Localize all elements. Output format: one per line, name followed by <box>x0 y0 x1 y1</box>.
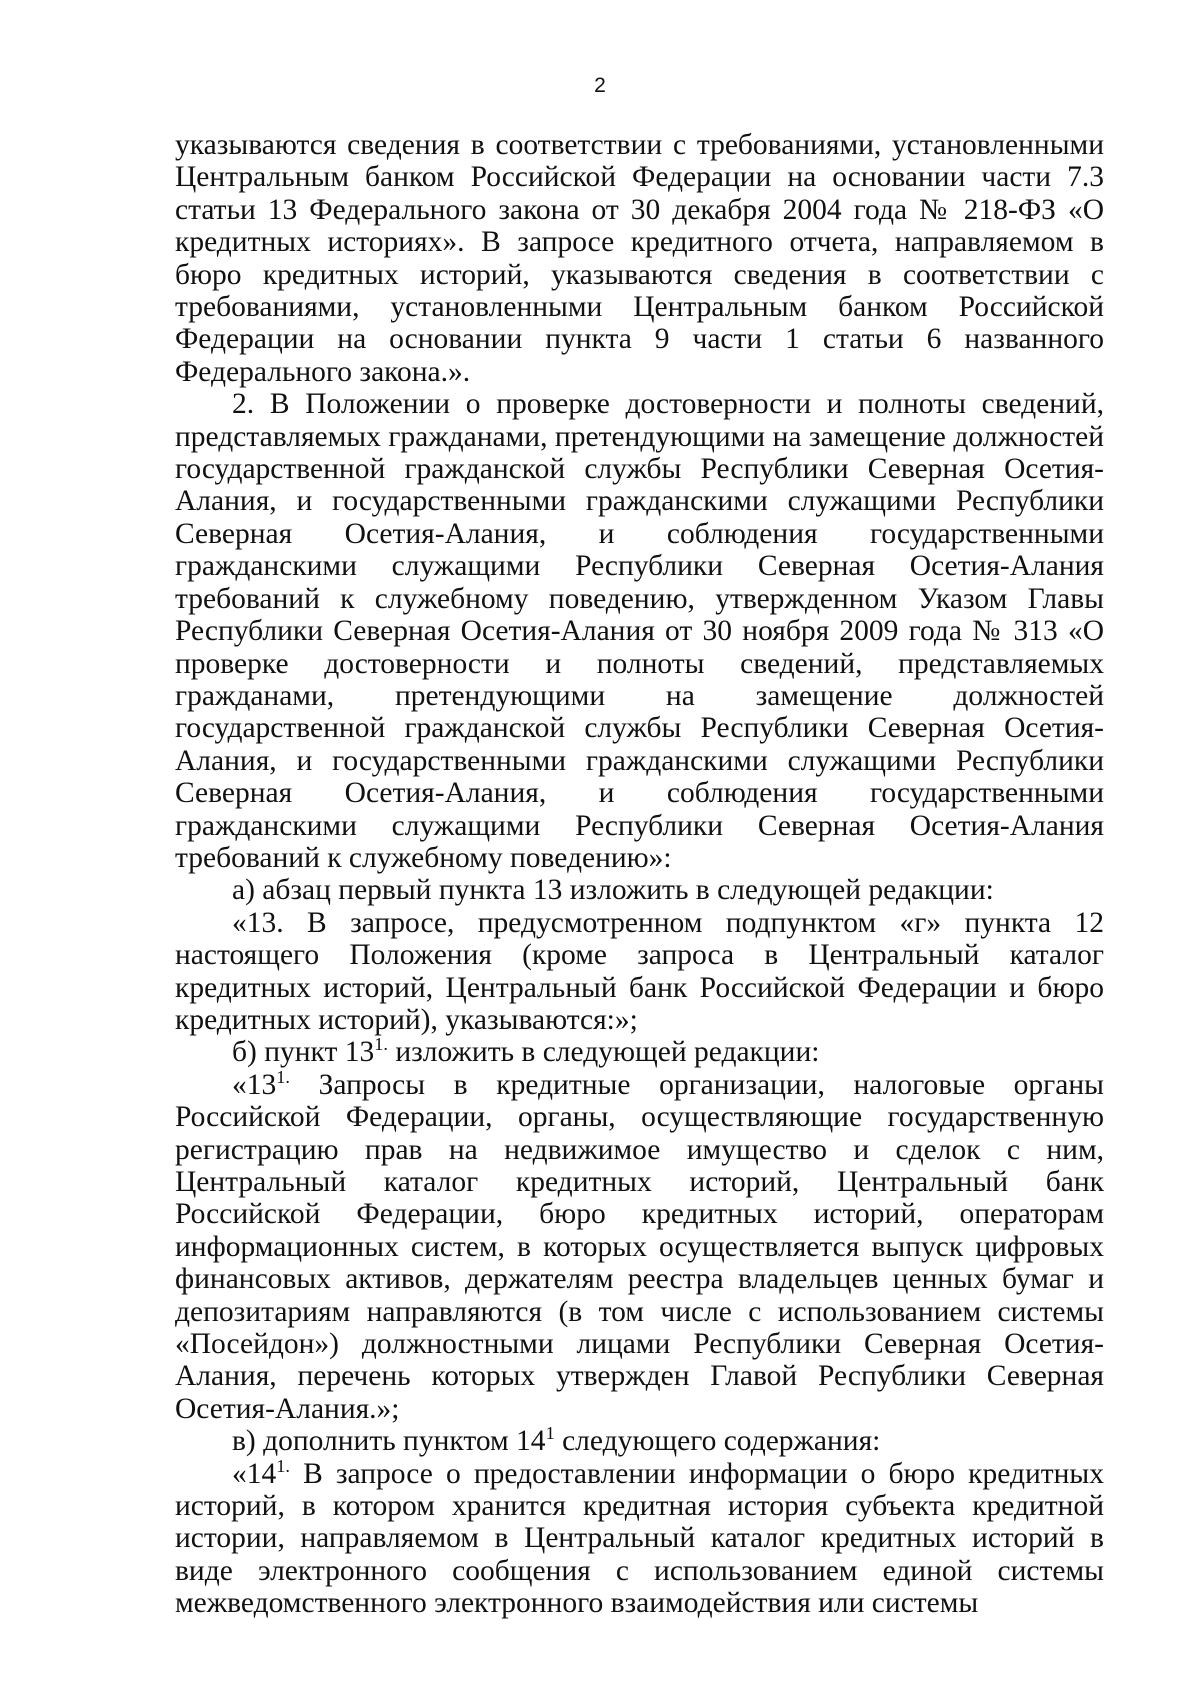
paragraph-item-2: 2. В Положении о проверке достоверности и полноты сведений, представляемых гражданами, претендующими на замещение должностей государственной гражданской службы Республики Северная Осетия-Алания, и государственными гражданскими служащими Республики Северная Осетия-Алания, и соблюдения государственными гражданскими служащими Республики Северная Осетия-Алания требований к служебному поведению, утвержденном Указом Главы Республики Северная Осетия-Алания от 30 ноября 2009 года № 313 «О проверке достоверности и полноты сведений, представляемых гражданами, претендующими на замещение должностей государственной гражданской службы Республики Северная Осетия-Алания, и государственными гражданскими служащими Республики Северная Осетия-Алания, и соблюдения государственными гражданскими служащими Республики Северная Осетия-Алания требований к служебному поведению»: <box>175 388 1104 874</box>
document-body <box>175 129 1104 1620</box>
page-number: 2 <box>594 74 606 97</box>
paragraph-subitem-v <box>175 1425 1104 1457</box>
superscript: 1 <box>545 1423 555 1444</box>
text-fragment: изложить в следующей редакции: <box>387 1036 820 1069</box>
text-fragment: следующего содержания: <box>554 1425 881 1458</box>
paragraph-subitem-a: а) абзац первый пункта 13 изложить в следующей редакции: <box>232 874 994 907</box>
paragraph-subitem-b <box>175 1036 1104 1068</box>
paragraph-quote-13: «13. В запросе, предусмотренном подпунктом «г» пункта 12 настоящего Положения (кроме запроса в Центральный каталог кредитных историй, Центральный банк Российской Федерации и бюро кредитных историй), указываются:»; <box>175 906 1104 1036</box>
paragraph-quote-13-1 <box>175 1066 1104 1425</box>
superscript: 1. <box>374 1034 388 1055</box>
superscript: 1. <box>276 1455 290 1476</box>
text-fragment: Запросы в кредитные организации, налоговые органы Российской Федерации, органы, осуществляющие государственную регистрацию прав на недвижимое имущество и сделок с ним, Центральный каталог кредитных историй, Центральный банк Российской Федерации, бюро кредитных историй, операторам информационных систем, в которых осуществляется выпуск цифровых финансовых активов, держателям реестра владельцев ценных бумаг и депозитариям направляются (в том числе с использованием системы «Посейдон») должностными лицами Республики Северная Осетия-Алания, перечень которых утвержден Главой Республики Северная Осетия-Алания.»; <box>175 1068 1104 1425</box>
text-fragment: б) пункт 13 <box>232 1036 375 1069</box>
text-fragment: «13 <box>232 1068 277 1101</box>
paragraph-continuation: указываются сведения в соответствии с требованиями, установленными Центральным банком Российской Федерации на основании части 7.3 статьи 13 Федерального закона от 30 декабря 2004 года № 218-ФЗ «О кредитных историях». В запросе кредитного отчета, направляемом в бюро кредитных историй, указываются сведения в соответствии с требованиями, установленными Центральным банком Российской Федерации на основании пункта 9 части 1 статьи 6 названного Федерального закона.». <box>175 129 1104 388</box>
text-fragment: В запросе о предоставлении информации о бюро кредитных историй, в котором хранится кредитная история субъекта кредитной истории, направляемом в Центральный каталог кредитных историй в виде электронного сообщения с использованием единой системы межведомственного электронного взаимодействия или системы <box>175 1457 1104 1620</box>
text-fragment: в) дополнить пунктом 14 <box>232 1425 546 1458</box>
text-fragment: «14 <box>232 1457 277 1490</box>
superscript: 1. <box>276 1066 290 1087</box>
paragraph-quote-14-1 <box>175 1455 1104 1620</box>
